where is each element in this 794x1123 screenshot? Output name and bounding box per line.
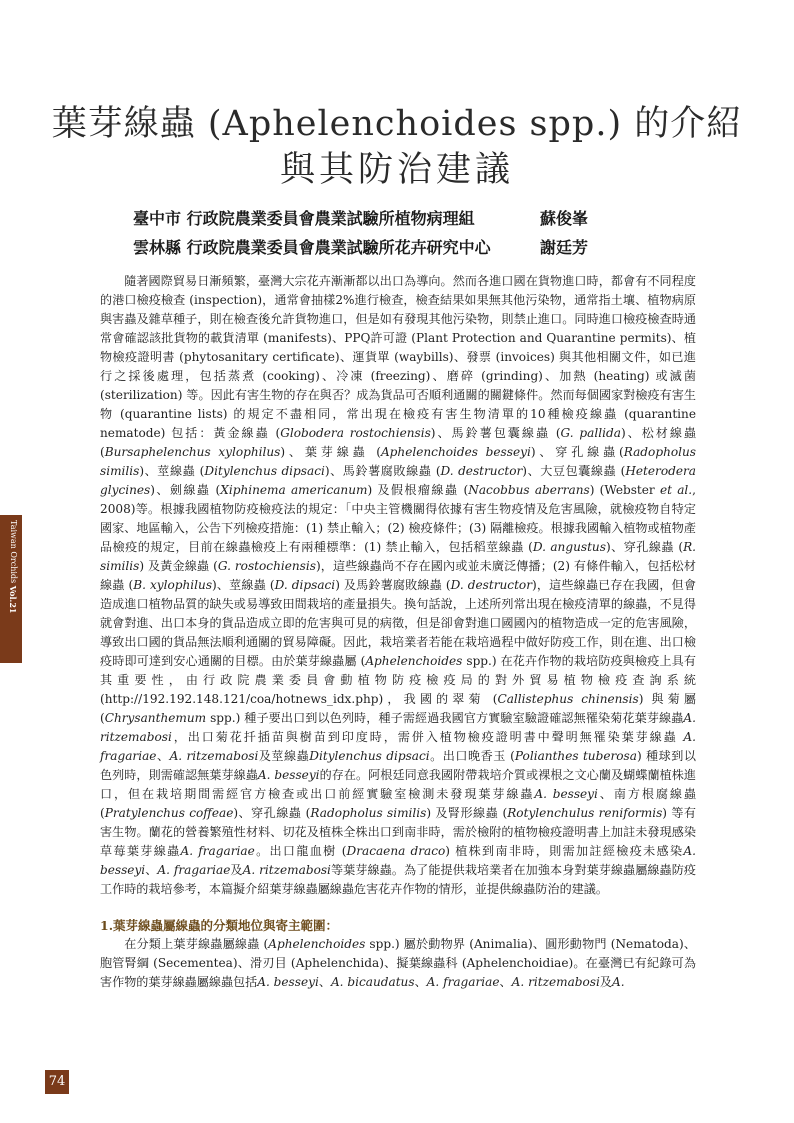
text-run: ) 植株到南非時，則需加註經檢疫未感染 xyxy=(445,844,684,858)
text-run: 及 xyxy=(599,975,612,989)
species-name: A. fragariae xyxy=(100,730,696,763)
text-run: 、 xyxy=(156,749,170,763)
text-run: 的存在。阿根廷同意我國附帶栽培介質或裸根之文心蘭及蝴蝶蘭植株進口，但在栽培期間需經官方檢查或出口前經實驗室檢測未發現葉芽線蟲 xyxy=(100,768,696,801)
intro-paragraph xyxy=(100,272,696,899)
species-name: D. destructor xyxy=(440,464,523,478)
text-run: 。出口晚香玉 ( xyxy=(429,749,515,763)
species-name: A. besseyi xyxy=(534,787,598,801)
text-run: )、葉芽線蟲 ( xyxy=(280,445,381,459)
section-paragraph xyxy=(100,935,696,992)
species-name: Rotylenchulus reniformis xyxy=(507,806,663,820)
text-run: 隨著國際貿易日漸頻繁，臺灣大宗花卉漸漸都以出口為導向。然而各進口國在貨物進口時，都會有不同程度的港口檢疫檢查 (inspection)，通常會抽樣2%進行檢查，檢查結果如果無其他污染物，通常指土壤、植物病原與害蟲及雜草種子，則在檢查後允許貨物進口，但是如有發現其他污染物，則禁止進口。同時進口檢疫檢查時通常會確認該批貨物的載貨清單 (manifests)、PPQ許可證 (Plant Protection and Quarantine permits)、植物檢疫證明書 (phytosanitary certificate)、運貨單 (waybills)、發票 (invoices) 與其他相關文件，如已進行之採後處理，包括蒸煮 (cooking)、冷凍 (freezing)、磨碎 (grinding)、加熱 (heating) 或滅菌 (sterilization) 等。因此有害生物的存在與否？成為貨品可否順利通關的關鍵條件。然而每個國家對檢疫有害生物 (quarantine lists) 的規定不盡相同，常出現在檢疫有害生物清單的10種檢疫線蟲 (quarantine nematode) 包括：黃金線蟲 ( xyxy=(100,274,696,440)
text-run: )、穿孔線蟲 ( xyxy=(605,540,684,554)
page-number: 74 xyxy=(45,1070,69,1094)
species-name: A. xyxy=(612,975,625,989)
article-title-line-2: 與其防治建議 xyxy=(279,150,514,190)
species-name: A. ritzemabosi xyxy=(169,749,259,763)
species-name: D. destructor xyxy=(450,578,532,592)
text-run: )、馬鈴薯包囊線蟲 ( xyxy=(430,426,561,440)
species-name: Nacobbus aberrans xyxy=(468,483,590,497)
text-run: ，出口菊花扦插苗與樹苗到印度時，需併入植物檢疫證明書中聲明無罹染葉芽線蟲 xyxy=(171,730,684,744)
text-run: )、馬鈴薯腐敗線蟲 ( xyxy=(324,464,441,478)
species-name: A. besseyi xyxy=(100,844,696,877)
species-name: Bursaphelenchus xylophilus xyxy=(104,445,281,459)
text-run: 、 xyxy=(499,975,512,989)
author-line-1 xyxy=(133,206,589,229)
species-name: A. besseyi xyxy=(257,975,319,989)
text-run: 、 xyxy=(145,863,158,877)
author-affiliation: 雲林縣 行政院農業委員會農業試驗所花卉研究中心 xyxy=(133,238,491,257)
species-name: Pratylenchus coffeae xyxy=(104,806,234,820)
species-name: A. ritzemabosi xyxy=(242,863,331,877)
species-name: G. rostochiensis xyxy=(217,559,316,573)
text-run: 及 xyxy=(230,863,243,877)
article-title-line-1: 葉芽線蟲 (Aphelenchoides spp.) 的介紹 xyxy=(51,104,743,144)
species-name: Radopholus similis xyxy=(100,445,697,478)
species-name: Aphelenchoides xyxy=(365,654,463,668)
author-name: 謝廷芳 xyxy=(540,238,589,257)
species-name: A. fragariae xyxy=(180,844,255,858)
species-name: G. pallida xyxy=(560,426,621,440)
species-name: Ditylenchus dipsaci xyxy=(204,464,325,478)
species-name: et al. xyxy=(659,483,693,497)
article-body xyxy=(100,272,696,992)
text-run: )、松材線蟲 ( xyxy=(100,426,696,459)
species-name: A. bicaudatus xyxy=(330,975,415,989)
text-run: )、穿孔線蟲 ( xyxy=(233,806,311,820)
text-run: 、 xyxy=(318,975,331,989)
species-name: Radopholus similis xyxy=(310,806,427,820)
text-run: 等葉芽線蟲。為了能提供栽培業者在加強本身對葉芽線蟲屬線蟲防疫工作時的栽培參考，本篇擬介紹葉芽線蟲屬線蟲危害花卉作物的情形，並提供線蟲防治的建議。 xyxy=(100,863,696,896)
text-run: spp.) 屬於動物界 (Animalia)、圓形動物門 (Nematoda)、胞管腎綱 (Secementea)、滑刃目 (Aphelenchida)、擬葉線蟲科 (Aphelenchoidiae)。在臺灣已有紀錄可為害作物的葉芽線蟲屬線蟲包括 xyxy=(100,937,696,989)
text-run: 在分類上葉芽線蟲屬線蟲 ( xyxy=(124,937,269,951)
species-name: Ditylenchus dipsaci xyxy=(309,749,430,763)
text-run: spp.) 在花卉作物的栽培防疫與檢疫上具有其重要性，由行政院農業委員會動植物防疫檢疫局的對外貿易植物檢疫查詢系統 (http://192.192.148.121/coa/hotnews_idx.php)，我國的翠菊 ( xyxy=(100,654,696,706)
section-heading: 1.葉芽線蟲屬線蟲的分類地位與寄主範圍： xyxy=(100,918,339,933)
species-name: Chrysanthemum xyxy=(104,711,207,725)
species-name: Dracaena draco xyxy=(346,844,446,858)
text-run: 及莖線蟲 xyxy=(258,749,310,763)
species-name: A. ritzemabosi xyxy=(100,711,696,744)
species-name: Heterodera glycines xyxy=(100,464,697,497)
species-name: D. angustus xyxy=(532,540,606,554)
text-run: ) 種球到以色列時，則需確認無葉芽線蟲 xyxy=(100,749,696,782)
text-run: )、劍線蟲 ( xyxy=(150,483,221,497)
text-run: )、莖線蟲 ( xyxy=(139,464,205,478)
text-run: 、南方根腐線蟲 ( xyxy=(100,787,696,820)
text-run: 。出口龍血樹 ( xyxy=(254,844,347,858)
species-name: Callistephus chinensis xyxy=(497,692,639,706)
author-name: 蘇俊峯 xyxy=(540,209,589,228)
text-run: , 2008)等。根據我國植物防疫檢疫法的規定：「中央主管機關得依據有害生物疫情及危害風險，就檢疫物自特定國家、地區輸入，公告下列檢疫措施：(1) 禁止輸入；(2) 檢疫條件；(3) 隔離檢疫。根據我國輸入植物或植物產品檢疫的規定，目前在線蟲檢疫上有兩種標準：(1) 禁止輸入，包括稻莖線蟲 ( xyxy=(100,483,696,554)
text-run: 、 xyxy=(414,975,427,989)
text-run: spp.) 種子要出口到以色列時，種子需經過我國官方實驗室驗證確認無罹染菊花葉芽線蟲 xyxy=(206,711,684,725)
species-name: A. fragariae xyxy=(157,863,231,877)
species-name: B. xylophilus xyxy=(133,578,213,592)
author-line-2 xyxy=(133,235,589,258)
text-run: )，這些線蟲已存在我國，但會造成進口植物品質的缺失或易導致田間栽培的產量損失。換句話說，上述所列常出現在檢疫清單的線蟲，不見得就會對進、出口本身的貨品造成立即的危害與可見的病徵，但是卻會對進口國國內的植物造成一定的危害風險，導致出口國的貨品無法順利通關的貿易障礙。因此，栽培業者若能在栽培過程中做好防疫工作，則在進、出口檢疫時即可達到安心通關的目標。由於葉芽線蟲屬 ( xyxy=(100,578,696,668)
species-name: Polianthes tuberosa xyxy=(514,749,637,763)
journal-name: Taiwan Orchids xyxy=(9,520,18,584)
species-name: A. fragariae xyxy=(426,975,500,989)
journal-volume: Vol.21 xyxy=(8,585,18,614)
journal-sidebar-label xyxy=(4,520,18,613)
species-name: A. besseyi xyxy=(257,768,320,782)
text-run: )、大豆包囊線蟲 ( xyxy=(522,464,626,478)
species-name: D. dipsaci xyxy=(274,578,336,592)
species-name: A. ritzemabosi xyxy=(511,975,600,989)
species-name: Xiphinema americanum xyxy=(220,483,368,497)
text-run: ) 等有害生物。蘭花的營養繁殖性材料、切花及植株全株出口到南非時，需於檢附的植物檢疫證明書上加註未發現感染草莓葉芽線蟲 xyxy=(100,806,696,858)
species-name: Globodera rostochiensis xyxy=(280,426,431,440)
text-run: ) 及馬鈴薯腐敗線蟲 ( xyxy=(335,578,451,592)
species-name: Aphelenchoides besseyi xyxy=(380,445,531,459)
text-run: ) 及黃金線蟲 ( xyxy=(139,559,218,573)
text-run: ) 及腎形線蟲 ( xyxy=(426,806,508,820)
text-run: )、穿孔線蟲( xyxy=(530,445,624,459)
text-run: ) (Webster xyxy=(589,483,660,497)
text-run: ) 與菊屬 ( xyxy=(100,692,696,725)
species-name: R. similis xyxy=(100,540,697,573)
species-name: Aphelenchoides xyxy=(268,937,366,951)
text-run: ) 及假根瘤線蟲 ( xyxy=(367,483,469,497)
text-run: )、莖線蟲 ( xyxy=(212,578,275,592)
text-run: )，這些線蟲尚不存在國內或並未廣泛傳播；(2) 有條件輸入，包括松材線蟲 ( xyxy=(100,559,696,592)
author-affiliation: 臺中市 行政院農業委員會農業試驗所植物病理組 xyxy=(133,209,475,228)
